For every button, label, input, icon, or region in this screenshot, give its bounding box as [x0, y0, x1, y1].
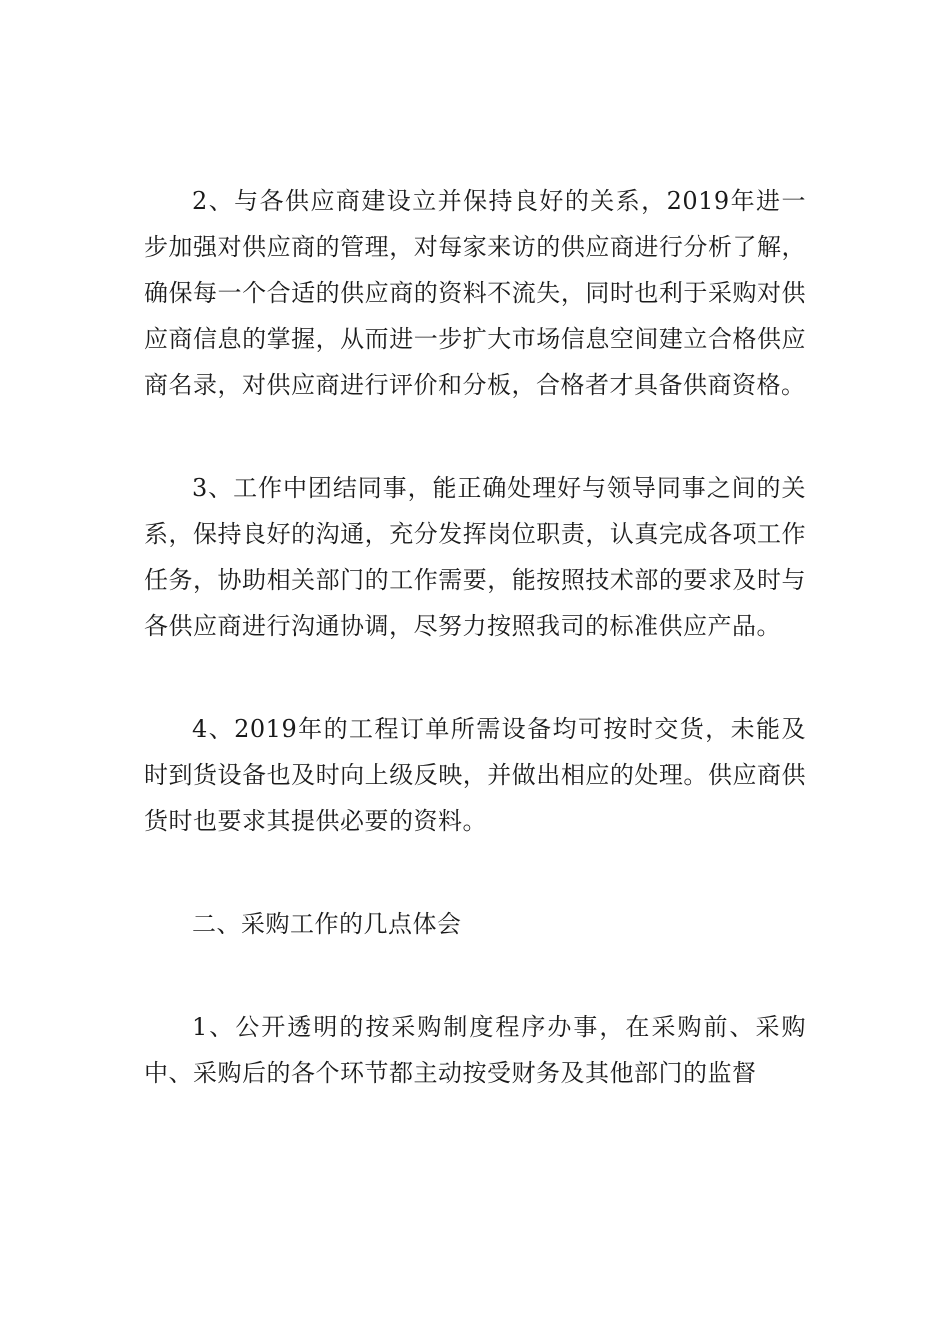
- paragraph-transparency: 1、公开透明的按采购制度程序办事，在采购前、采购中、采购后的各个环节都主动按受财务及其他部门的监督: [144, 1013, 806, 1087]
- document-body: [144, 178, 806, 1153]
- paragraph-teamwork: 3、工作中团结同事，能正确处理好与领导同事之间的关系，保持良好的沟通，充分发挥岗位职责，认真完成各项工作任务，协助相关部门的工作需要，能按照技术部的要求及时与各供应商进行沟通协调，尽努力按照我司的标准供应产品。: [144, 474, 806, 640]
- paragraph-delivery: 4、2019年的工程订单所需设备均可按时交货，未能及时到货设备也及时向上级反映，并做出相应的处理。供应商供货时也要求其提供必要的资料。: [144, 715, 806, 835]
- paragraph-supplier-relations: 2、与各供应商建设立并保持良好的关系，2019年进一步加强对供应商的管理，对每家来访的供应商进行分析了解，确保每一个合适的供应商的资料不流失，同时也利于采购对供应商信息的掌握，从而进一步扩大市场信息空间建立合格供应商名录，对供应商进行评价和分板，合格者才具备供商资格。: [144, 187, 806, 399]
- section-heading-experience: 二、采购工作的几点体会: [192, 910, 462, 938]
